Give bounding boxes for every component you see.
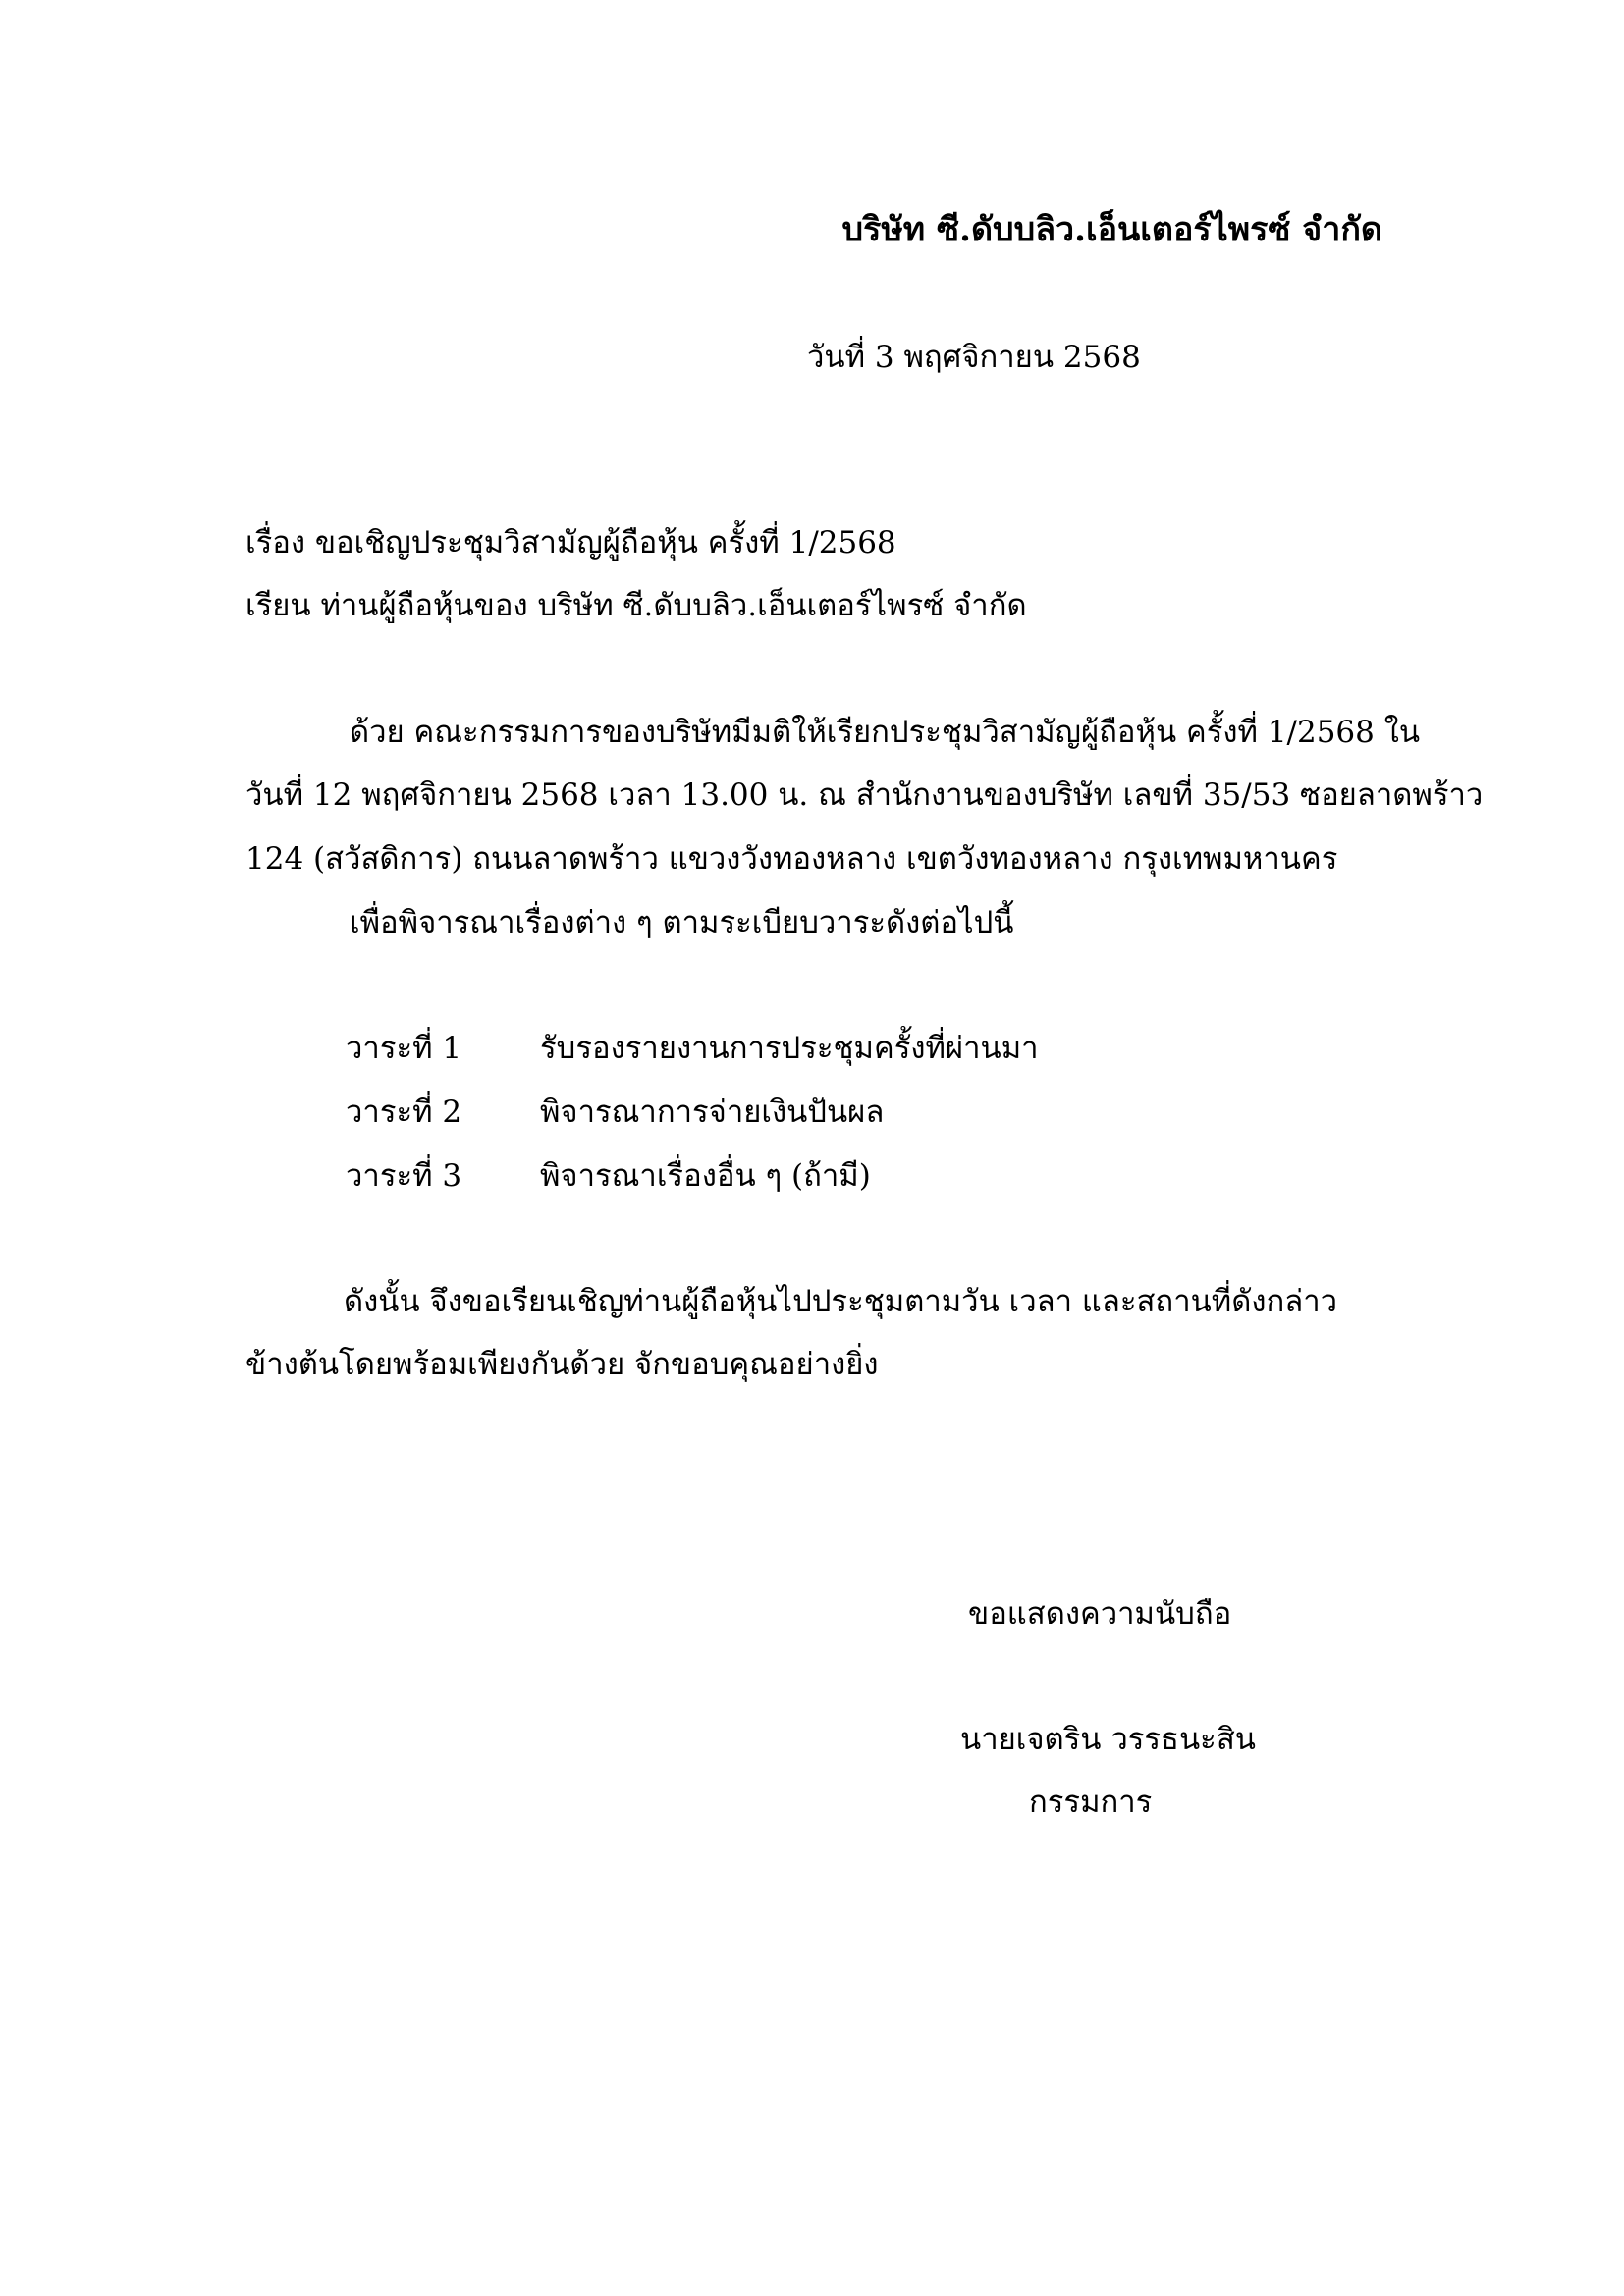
signer-position: กรรมการ [1029, 1785, 1153, 1820]
letter-date: วันที่ 3 พฤศจิกายน 2568 [807, 340, 1141, 375]
agenda-number: วาระที่ 1 [346, 1031, 462, 1066]
signer-name: นายเจตริน วรรธนะสิน [960, 1722, 1256, 1757]
conclusion-line-2: ข้างต้นโดยพร้อมเพียงกันด้วย จักขอบคุณอย่างยิ่ง [245, 1347, 879, 1382]
agenda-item-text: รับรองรายงานการประชุมครั้งที่ผ่านมา [540, 1031, 1039, 1066]
conclusion-line-1: ดังนั้น จึงขอเรียนเชิญท่านผู้ถือหุ้นไปประชุมตามวัน เวลา และสถานที่ดังกล่าว [344, 1284, 1338, 1319]
company-name: บริษัท ซี.ดับบลิว.เอ็นเตอร์ไพรซ์ จำกัด [841, 210, 1382, 249]
body-line-2: วันที่ 12 พฤศจิกายน 2568 เวลา 13.00 น. ณ สำนักงานของบริษัท เลขที่ 35/53 ซอยลาดพร้าว [245, 777, 1484, 813]
agenda-item-text: พิจารณาการจ่ายเงินปันผล [540, 1095, 885, 1130]
letter-subject: เรื่อง ขอเชิญประชุมวิสามัญผู้ถือหุ้น ครั้งที่ 1/2568 [245, 525, 896, 561]
agenda-number: วาระที่ 2 [346, 1095, 462, 1130]
agenda-number: วาระที่ 3 [346, 1158, 462, 1194]
letter-recipient: เรียน ท่านผู้ถือหุ้นของ บริษัท ซี.ดับบลิว.เอ็นเตอร์ไพรซ์ จำกัด [245, 588, 1027, 623]
body-line-3: 124 (สวัสดิการ) ถนนลาดพร้าว แขวงวังทองหลาง เขตวังทองหลาง กรุงเทพมหานคร [245, 841, 1338, 877]
body-line-1: ด้วย คณะกรรมการของบริษัทมีมติให้เรียกประชุมวิสามัญผู้ถือหุ้น ครั้งที่ 1/2568 ใน [350, 715, 1421, 750]
agenda-item-text: พิจารณาเรื่องอื่น ๆ (ถ้ามี) [540, 1158, 871, 1194]
closing-phrase: ขอแสดงความนับถือ [968, 1596, 1232, 1631]
body-line-4: เพื่อพิจารณาเรื่องต่าง ๆ ตามระเบียบวาระดังต่อไปนี้ [350, 905, 1014, 940]
